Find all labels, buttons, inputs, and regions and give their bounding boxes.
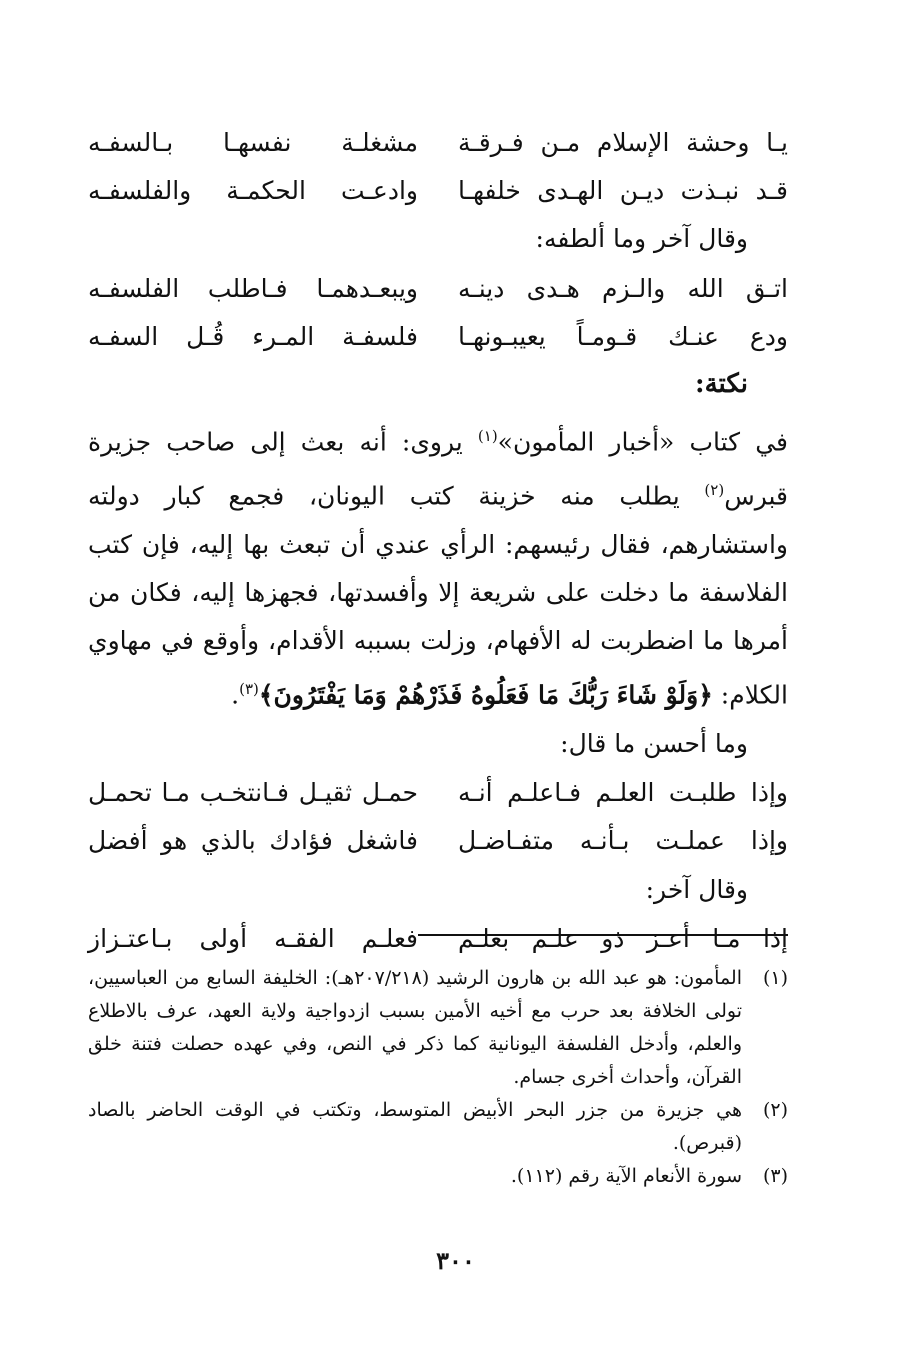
verse-line xyxy=(88,769,788,817)
footnotes xyxy=(88,962,788,1193)
verse-line xyxy=(88,264,788,312)
verse-first-hemistich: قـد نبـذت ديـن الهـدى خلفهـا xyxy=(458,175,788,205)
verse-first-hemistich: وإذا عملـت بـأنـه متفـاضـل xyxy=(458,826,788,856)
footnote-reference: (٣) xyxy=(239,679,259,698)
verse-second-hemistich: فلسفـة المـرء قُـل السفـه xyxy=(88,321,418,351)
paragraph-text: يطلب منه خزينة كتب اليونان، فجمع كبار دولته واستشارهم، فقال رئيسهم: الرأي عندي أن تبعث بها إليه، فإن كتب الفلاسفة ما دخلت على شريعة إلا وأفسدتها، فجهزها إليه، فكان من أمرها ما اضطربت له الأفهام، وزلت بسببه الأقدام، وأوقع في مهاوي الكلام: xyxy=(88,481,788,709)
verse-line xyxy=(88,817,788,865)
footnote xyxy=(88,1160,788,1193)
footnote-number: (١) xyxy=(762,967,788,989)
footnote-text: هي جزيرة من جزر البحر الأبيض المتوسط، وتكتب في الوقت الحاضر بالصاد (قبرص). xyxy=(88,1099,742,1154)
verse-second-hemistich: وادعـت الحكمـة والفلسفـه xyxy=(88,175,418,205)
paragraph-text: . xyxy=(231,679,240,709)
verse-line xyxy=(88,312,788,360)
footnote xyxy=(88,1094,788,1160)
verse-second-hemistich: فاشغل فؤادك بالذي هو أفضل xyxy=(88,826,418,856)
poem-intro: وما أحسن ما قال: xyxy=(560,728,748,758)
body-paragraph xyxy=(88,412,788,719)
page-number: ٣٠٠ xyxy=(436,1246,475,1275)
verse-second-hemistich: ويبعـدهمـا فـاطلب الفلسفـه xyxy=(88,273,418,303)
verse-line xyxy=(88,915,788,963)
footnote-number: (٢) xyxy=(762,1099,788,1121)
section-heading: نكتة: xyxy=(695,369,748,399)
quran-verse: ﴿وَلَوْ شَاءَ رَبُّكَ مَا فَعَلُوهُ فَذَرْهُمْ وَمَا يَفْتَرُونَ﴾ xyxy=(258,679,713,709)
footnote-reference: (٢) xyxy=(704,481,725,500)
footnote xyxy=(88,962,788,1094)
paragraph-text: يروى: أنه بعث إلى صاحب جزيرة قبرس xyxy=(88,427,788,511)
verse-line xyxy=(88,118,788,166)
verse-first-hemistich: يـا وحشة الإسلام مـن فـرقـة xyxy=(458,127,788,157)
verse-first-hemistich: اتـق الله والـزم هـدى دينـه xyxy=(458,273,788,303)
main-text xyxy=(88,118,788,963)
verse-first-hemistich: إذا مـا أعـز ذو علـم بعلـم xyxy=(458,924,788,954)
poem-intro: وقال آخر وما ألطفه: xyxy=(535,224,748,253)
verse-second-hemistich: مشغلـة نفسهـا بـالسفـه xyxy=(88,127,418,157)
footnote-number: (٣) xyxy=(762,1165,788,1187)
footnote-text: سورة الأنعام الآية رقم (١١٢). xyxy=(510,1165,742,1187)
verse-second-hemistich: فعلـم الفقـه أولى بـاعتـزاز xyxy=(88,924,418,954)
paragraph-text: في كتاب «أخبار المأمون» xyxy=(497,427,789,457)
verse-second-hemistich: حمـل ثقيـل فـانتخـب مـا تحمـل xyxy=(88,778,418,808)
poem-intro: وقال آخر: xyxy=(645,874,748,904)
footnote-text: المأمون: هو عبد الله بن هارون الرشيد (٢٠٧/٢١٨هـ): الخليفة السابع من العباسيين، تولى الخلافة بعد حرب مع أخيه الأمين بسبب ازدواجية ولاية العهد، عرف بالاطلاع والعلم، وأدخل الفلسفة اليونانية كما ذكر في النص، وفي عهده حصلت فتنة خلق القرآن، وأحداث أخرى جسام. xyxy=(88,967,742,1088)
footnote-separator xyxy=(418,934,788,936)
verse-first-hemistich: ودع عنـك قـومـاً يعيبـونهـا xyxy=(458,321,788,351)
verse-line xyxy=(88,166,788,214)
footnote-reference: (١) xyxy=(477,427,498,445)
verse-first-hemistich: وإذا طلبـت العلـم فـاعلـم أنـه xyxy=(458,778,788,808)
